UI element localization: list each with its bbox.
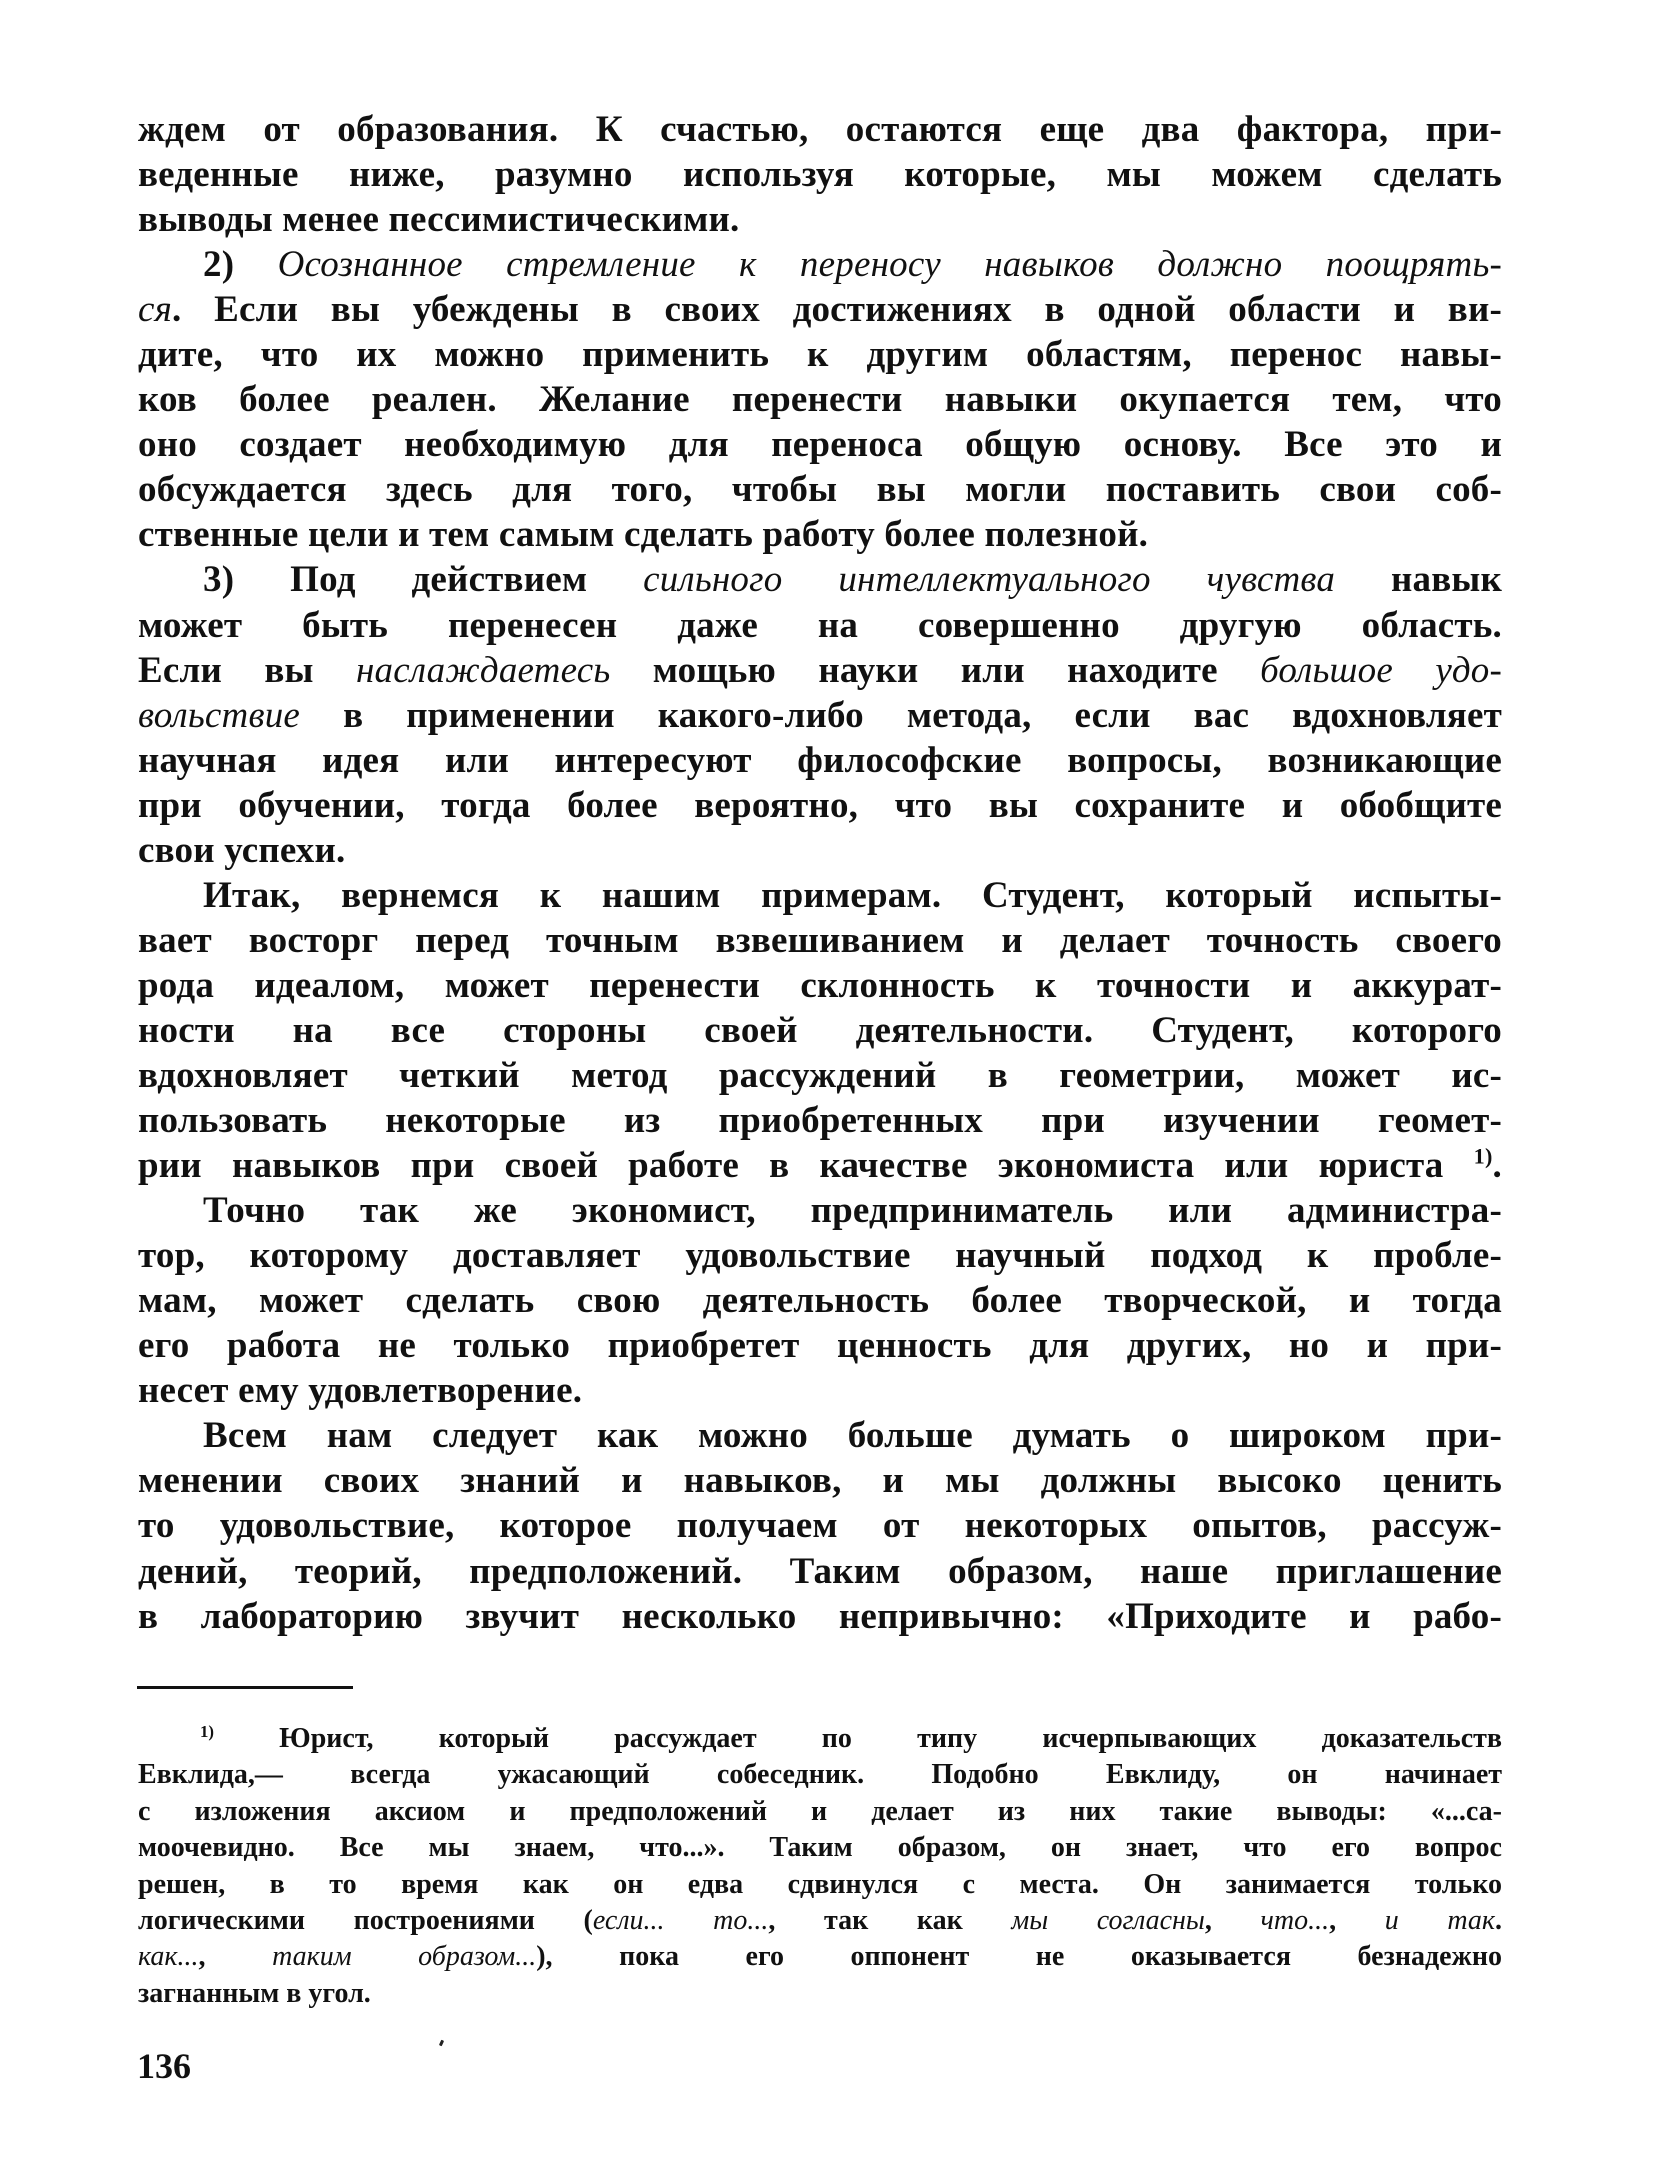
text-run: то удовольствие, которое получаем от некоторых опытов, рассуж- (138, 1505, 1502, 1547)
text-line (138, 738, 1502, 783)
text-line (138, 1278, 1502, 1323)
scan-speck (439, 2040, 444, 2047)
text-line (138, 783, 1502, 828)
text-run: Евклида,— всегда ужасающий собеседник. Подобно Евклиду, он начинает (138, 1759, 1502, 1791)
text-line (138, 1549, 1502, 1594)
footnote-marker: 1) (200, 1721, 214, 1741)
text-line (138, 242, 1502, 287)
footnote-line (138, 1903, 1502, 1939)
text-line (138, 197, 1502, 242)
text-run: мам, может сделать свою деятельность более творческой, и тогда (138, 1280, 1502, 1322)
text-line (138, 1233, 1502, 1278)
text-line (138, 107, 1502, 152)
page-number: 136 (137, 2046, 191, 2086)
footnote-line (138, 1867, 1502, 1903)
text-run: . (1495, 1904, 1503, 1936)
text-line (138, 512, 1502, 557)
footnote-line (138, 1757, 1502, 1793)
text-line (138, 467, 1502, 512)
text-run: в применении какого-либо метода, если вас вдохновляет (300, 694, 1502, 736)
text-run: навык (1335, 559, 1502, 601)
text-line (138, 1188, 1502, 1233)
italic-text: и так (1384, 1904, 1496, 1936)
text-line (138, 152, 1502, 197)
italic-text: вольствие (138, 694, 301, 736)
text-line (138, 1053, 1502, 1098)
text-run: в лабораторию звучит несколько непривычно: «Приходите и рабо- (138, 1595, 1502, 1637)
text-run: решен, в то время как он едва сдвинулся с места. Он занимается только (138, 1868, 1502, 1900)
text-line (138, 1143, 1502, 1188)
text-run: вдохновляет четкий метод рассуждений в геометрии, может ис- (138, 1054, 1502, 1096)
text-line (138, 1323, 1502, 1368)
text-run: , (1329, 1904, 1385, 1936)
text-run: вает восторг перед точным взвешиванием и делает точность своего (138, 919, 1502, 961)
text-run: рии навыков при своей работе в качестве экономиста или юриста (138, 1145, 1474, 1187)
text-run: обсуждается здесь для того, чтобы вы могли поставить свои соб- (138, 469, 1502, 511)
text-run: . (1492, 1145, 1502, 1187)
text-line (138, 693, 1502, 738)
footnote-line (138, 1830, 1502, 1866)
text-run: мощью науки или находите (610, 649, 1261, 691)
footnote-line (138, 1939, 1502, 1975)
text-line (138, 828, 1502, 873)
footnote-line (138, 1721, 1502, 1757)
text-run: Юрист, который рассуждает по типу исчерпывающих доказательств (213, 1723, 1502, 1754)
text-run: , так как (768, 1904, 1012, 1936)
text-run: моочевидно. Все мы знаем, что...». Таким образом, он знает, что его вопрос (138, 1832, 1502, 1864)
text-run: ждем от образования. К счастью, остаются еще два фактора, при- (138, 109, 1502, 150)
text-line (138, 1368, 1502, 1413)
text-line (138, 603, 1502, 648)
text-run: . Если вы убеждены в своих достижениях в одной области и ви- (172, 289, 1502, 331)
text-run: Точно так же экономист, предприниматель или администра- (203, 1190, 1502, 1232)
text-line (138, 287, 1502, 332)
text-line (138, 422, 1502, 467)
text-line (138, 1098, 1502, 1143)
text-line (138, 557, 1502, 602)
text-run: дите, что их можно применить к другим областям, перенос навы- (138, 334, 1502, 376)
italic-text: если... то... (592, 1904, 769, 1936)
italic-text: мы согласны (1011, 1904, 1205, 1936)
text-run: несет ему удовлетворение. (138, 1370, 583, 1412)
text-run: свои успехи. (138, 829, 346, 871)
text-line (138, 963, 1502, 1008)
text-run: 2) (203, 244, 278, 286)
text-run: 3) Под действием (203, 559, 644, 601)
italic-text: сильного интеллектуального чувства (643, 559, 1336, 601)
italic-text: Осознанное стремление к переносу навыков должно поощрять- (277, 244, 1503, 286)
text-run: пользовать некоторые из приобретенных при изучении геомет- (138, 1100, 1502, 1142)
text-line (138, 1503, 1502, 1548)
text-run: рода идеалом, может перенести склонность к точности и аккурат- (138, 964, 1502, 1006)
italic-text: наслаждаетесь (355, 649, 611, 691)
text-line (138, 1008, 1502, 1053)
text-line (138, 1458, 1502, 1503)
italic-text: большое удо- (1260, 649, 1502, 691)
text-run: ков более реален. Желание перенести навыки окупается тем, что (138, 379, 1502, 421)
text-run: Всем нам следует как можно больше думать о широком при- (203, 1415, 1502, 1457)
text-run: , (1204, 1904, 1261, 1936)
italic-text: таким образом... (272, 1941, 537, 1973)
text-run: Итак, вернемся к нашим примерам. Студент, который испыты- (203, 874, 1502, 916)
text-line (138, 1413, 1502, 1458)
text-run: менении своих знаний и навыков, и мы должны высоко ценить (138, 1460, 1502, 1502)
text-run: , (198, 1941, 273, 1973)
footnote-line (138, 1976, 1502, 2012)
text-run: логическими построениями ( (138, 1904, 593, 1936)
text-line (138, 377, 1502, 422)
text-run: научная идея или интересуют философские вопросы, возникающие (138, 739, 1502, 781)
text-run: веденные ниже, разумно используя которые, мы можем сделать (138, 154, 1502, 196)
text-run: оно создает необходимую для переноса общую основу. Все это и (138, 424, 1502, 466)
main-body-text (138, 107, 1502, 1639)
text-run: может быть перенесен даже на совершенно другую область. (138, 604, 1502, 646)
text-run: при обучении, тогда более вероятно, что вы сохраните и обобщите (138, 784, 1502, 826)
footnote (138, 1721, 1502, 2012)
text-line (138, 873, 1502, 918)
footnote-line (138, 1794, 1502, 1830)
text-line (138, 332, 1502, 377)
text-line (138, 918, 1502, 963)
text-line (138, 648, 1502, 693)
text-run: с изложения аксиом и предположений и делает из них такие выводы: «...са- (138, 1795, 1502, 1827)
text-line (138, 1594, 1502, 1639)
italic-text: ся (138, 289, 173, 331)
text-run: загнанным в угол. (138, 1977, 371, 2009)
text-run: тор, которому доставляет удовольствие научный подход к пробле- (138, 1235, 1502, 1277)
text-run: дений, теорий, предположений. Таким образом, наше приглашение (138, 1550, 1502, 1592)
italic-text: что... (1260, 1904, 1330, 1936)
text-run: ности на все стороны своей деятельности. Студент, которого (138, 1009, 1502, 1051)
text-run: выводы менее пессимистическими. (138, 199, 740, 241)
text-run: Если вы (138, 649, 356, 691)
footnote-separator-rule (137, 1686, 353, 1689)
italic-text: как... (138, 1941, 199, 1973)
text-run: ственные цели и тем самым сделать работу более полезной. (138, 514, 1149, 556)
text-run: ), пока его оппонент не оказывается безнадежно (536, 1941, 1502, 1973)
text-run: его работа не только приобретет ценность для других, но и при- (138, 1325, 1502, 1367)
footnote-marker: 1) (1473, 1143, 1493, 1169)
